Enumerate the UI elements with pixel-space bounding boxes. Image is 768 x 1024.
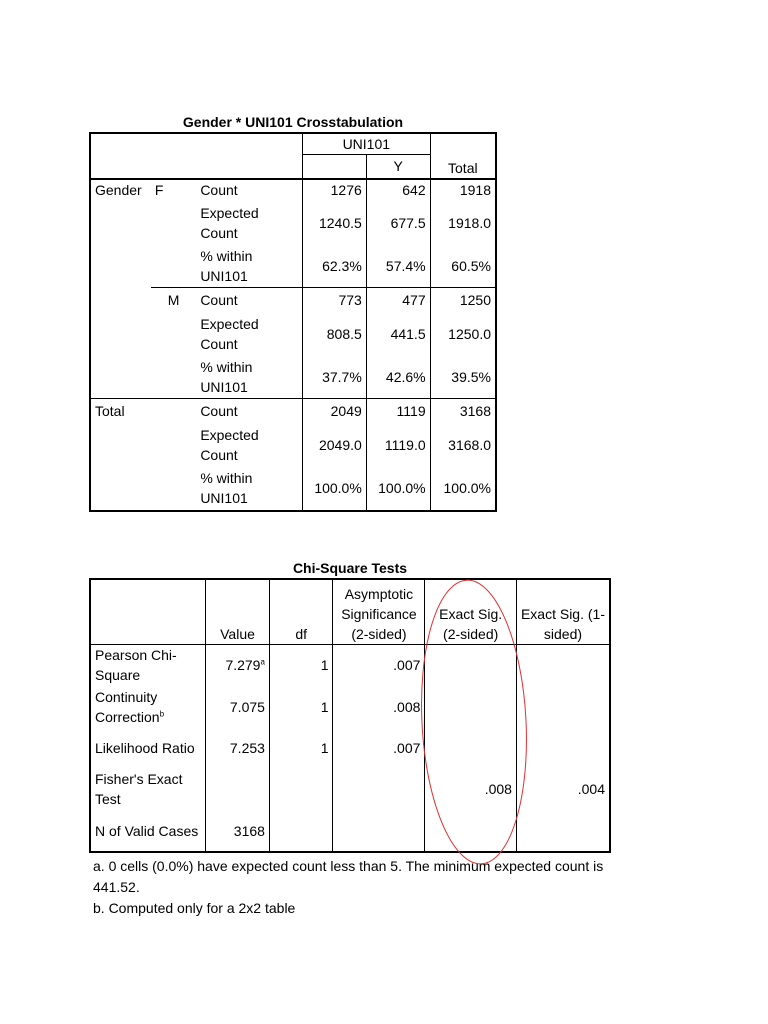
table-row: % within UNI101 62.3% 57.4% 60.5%: [90, 245, 496, 288]
header-value: Value: [206, 579, 270, 644]
table-row: Gender F Count 1276 642 1918: [90, 179, 496, 201]
footnote-a: a. 0 cells (0.0%) have expected count less than 5. The minimum expected count is 441.52.: [93, 858, 604, 895]
crosstab-table: [89, 132, 497, 512]
table-row: Total Count 2049 1119 3168: [90, 399, 496, 423]
header-df: df: [269, 579, 333, 644]
group-label-f: F: [154, 182, 164, 198]
table-row: % within UNI101 37.7% 42.6% 39.5%: [90, 356, 496, 399]
col-group-header: UNI101: [302, 133, 430, 155]
total-label: Total: [90, 399, 196, 423]
table-row: Pearson Chi-Square 7.279$^a$ 1 .007: [90, 644, 610, 686]
table-row: Expected Count 1240.5 677.5 1918.0: [90, 201, 496, 245]
col-header-y: Y: [366, 155, 430, 179]
chi-title: Chi-Square Tests: [292, 560, 408, 576]
table-row: Expected Count 2049.0 1119.0 3168.0: [90, 423, 496, 467]
group-label-m: M: [151, 288, 196, 312]
table-row: Continuity Correction$^b$ 7.075 1 .008: [90, 686, 610, 727]
table-row: Expected Count 808.5 441.5 1250.0: [90, 312, 496, 356]
header-exact-2sided: Exact Sig. (2-sided): [425, 579, 517, 644]
table-row: % within UNI101 100.0% 100.0% 100.0%: [90, 467, 496, 511]
table-row: Fisher's Exact Test .008 .004: [90, 768, 610, 810]
row-group-label: Gender: [95, 182, 142, 198]
crosstab-title: Gender * UNI101 Crosstabulation: [182, 114, 404, 130]
table-row: N of Valid Cases 3168: [90, 810, 610, 852]
chi-square-table: [89, 578, 611, 853]
col-header-blank: [302, 155, 366, 179]
table-row: M Count 773 477 1250: [90, 288, 496, 312]
col-header-total: Total: [430, 133, 496, 179]
table-row: Likelihood Ratio 7.253 1 .007: [90, 727, 610, 768]
footnote-b: b. Computed only for a 2x2 table: [93, 900, 296, 916]
header-asymptotic: Asymptotic Significance (2-sided): [333, 579, 425, 644]
header-exact-1sided: Exact Sig. (1-sided): [516, 579, 610, 644]
